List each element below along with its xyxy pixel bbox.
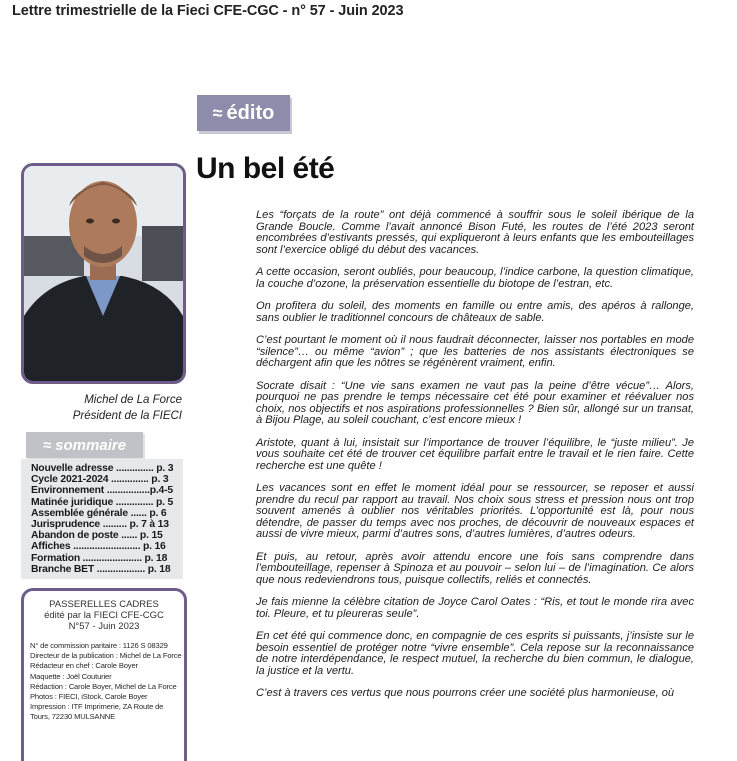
article-title: Un bel été — [196, 152, 335, 185]
toc-item[interactable]: Branche BET .................. p. 18 — [31, 563, 171, 575]
colophon-publication: PASSERELLES CADRES — [49, 599, 159, 610]
approx-icon: ≈ — [42, 436, 52, 454]
toc-item[interactable]: Nouvelle adresse .............. p. 3 — [31, 463, 174, 474]
colophon-line: Rédaction : Carole Boyer, Michel de La Force — [30, 681, 177, 691]
body-paragraph: En cet été qui commence donc, en compagnie de ces esprits si puissants, j’insiste sur le besoin essentiel de protéger notre “vivre ensemble”. Cela repose sur la reconnaissance de notre interdépendance, le respect mutuel, la recherche du bien commun, le dialogue, la justice et la vertu. — [256, 630, 694, 677]
author-name: Michel de La Force — [84, 394, 182, 406]
edito-tag — [197, 95, 290, 131]
toc-item[interactable]: Formation ...................... p. 18 — [31, 552, 168, 564]
colophon-line: N° de commission paritaire : 1126 S 08329 — [30, 641, 168, 650]
sommaire-label: sommaire — [55, 436, 127, 454]
sommaire-tag — [26, 432, 143, 458]
author-role: Président de la FIECI — [72, 410, 182, 422]
colophon-line: Maquette : Joël Couturier — [30, 671, 112, 681]
body-paragraph: Et puis, au retour, après avoir attendu encore une fois sans comprendre dans l’embouteillage, repenser à Spinoza et au pouvoir – selon lui – de l’imagination. Ce alors que nous redeviendrons tous, puisque collectifs, reliés et connectés. — [256, 550, 694, 586]
colophon-line: Rédacteur en chef : Carole Boyer — [30, 661, 138, 671]
toc-item[interactable]: Matinée juridique .............. p. 5 — [31, 496, 174, 508]
approx-icon: ≈ — [212, 102, 223, 123]
author-caption — [20, 392, 182, 424]
colophon-publisher: édité par la FIECI CFE-CGC — [44, 610, 164, 621]
author-photo — [21, 163, 186, 384]
colophon-box — [21, 588, 187, 761]
colophon-line: Tours, 72230 MULSANNE — [30, 712, 116, 722]
editorial-body — [256, 210, 694, 711]
body-paragraph: On profitera du soleil, des moments en famille ou entre amis, des apéros à rallonge, sans oublier le traditionnel concours de châteaux de sable. — [256, 300, 694, 324]
toc-item[interactable]: Environnement ................p.4-5 — [31, 485, 173, 497]
body-paragraph: C’est à travers ces vertus que nous pourrons créer une société plus harmonieuse, où — [256, 687, 675, 699]
table-of-contents — [31, 463, 181, 575]
colophon-line: Directeur de la publication : Michel de La Force — [30, 651, 182, 661]
colophon-credits — [30, 641, 184, 723]
body-paragraph: Les “forçats de la route” ont déjà commencé à souffrir sous le soleil ibérique de la Grande Boucle. Comme l’avait annoncé Bison Futé, les routes de l’été 2023 seront encombrées d’estivants pressés, qui expliqueront à leurs enfants que les embouteillages sont l’exercice obligé du début des vacances. — [256, 209, 694, 256]
toc-item[interactable]: Affiches ......................... p. 16 — [31, 541, 166, 553]
body-paragraph: C’est pourtant le moment où il nous faudrait déconnecter, laisser nos portables en mode “silence”… ou même “avion” ; que les batteries de nos assistants électroniques se déchargent afin que les nôtres se régénèrent vraiment, enfin. — [256, 334, 694, 369]
body-paragraph: A cette occasion, seront oubliés, pour beaucoup, l’indice carbone, la question climatique, la couche d’ozone, la préservation essentielle du biotope de l’estran, etc. — [256, 266, 694, 290]
body-paragraph: Les vacances sont en effet le moment idéal pour se ressourcer, se reposer et aussi prendre du recul par rapport au travail. Nos choix sous stress et pression nous ont trop souvent amenés à oublier nos véritables priorités. L’opportunité est là, pour nous détendre, de passer du temps avec nos proches, de découvrir de nouveaux espaces et aussi de vivre mieux, parmi d’autres sons, d’autres lumières, d’autres odeurs. — [256, 482, 694, 540]
colophon-heading — [24, 599, 184, 632]
toc-item[interactable]: Cycle 2021-2024 .............. p. 3 — [31, 474, 169, 486]
newsletter-header: Lettre trimestrielle de la Fieci CFE-CGC - n° 57 - Juin 2023 — [12, 3, 404, 19]
body-paragraph: Je fais mienne la célèbre citation de Joyce Carol Oates : “Ris, et tout le monde rira avec toi. Pleure, et tu pleureras seule”. — [256, 596, 694, 620]
portrait-illustration — [24, 166, 183, 381]
colophon-line: Photos : FIECI, iStock, Carole Boyer — [30, 692, 148, 702]
body-paragraph: Aristote, quant à lui, insistait sur l’importance de trouver l’équilibre, le “juste milieu”. Je vous souhaite cet été de trouver cet équilibre parfait entre le travail et le rien faire. Cette recherche est une quête ! — [256, 436, 694, 472]
edito-label: édito — [226, 101, 275, 124]
toc-item[interactable]: Assemblée générale ...... p. 6 — [31, 507, 167, 519]
toc-item[interactable]: Jurisprudence ......... p. 7 à 13 — [31, 519, 169, 531]
body-paragraph: Socrate disait : “Une vie sans examen ne vaut pas la peine d’être vécue”… Alors, pourquoi ne pas prendre le temps nécessaire cet été pour examiner et réévaluer nos choix, nos objectifs et nos aspirations professionnelles ? Bien sûr, allongé sur un transat, à Bijou Plage, au soleil couchant, c’est encore mieux ! — [256, 379, 694, 426]
colophon-line: Impression : ITF Imprimerie, ZA Route de — [30, 702, 164, 712]
toc-item[interactable]: Abandon de poste ...... p. 15 — [31, 530, 163, 542]
colophon-issue: N°57 - Juin 2023 — [68, 621, 140, 632]
